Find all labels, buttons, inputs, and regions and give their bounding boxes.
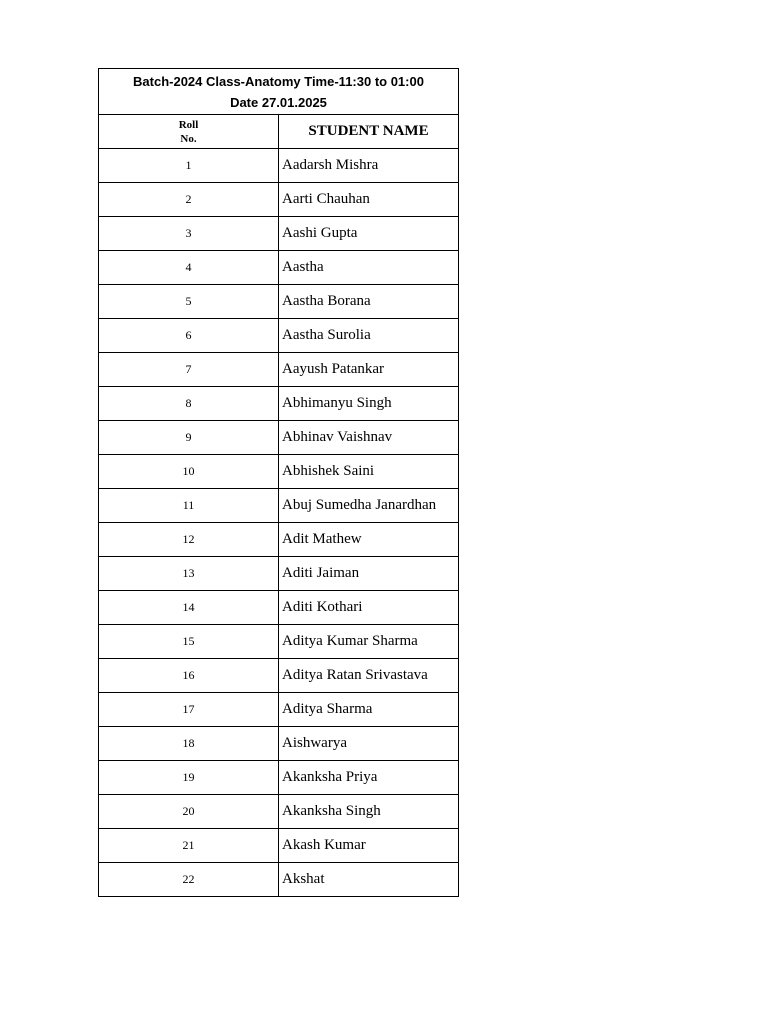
roll-number-cell: 6 xyxy=(99,319,279,353)
title-row xyxy=(99,69,459,115)
roll-number-cell: 4 xyxy=(99,251,279,285)
student-name-cell: Aditya Ratan Srivastava xyxy=(279,659,459,693)
table-row xyxy=(99,557,459,591)
student-name-cell: Aashi Gupta xyxy=(279,217,459,251)
table-row xyxy=(99,795,459,829)
roll-number-cell: 9 xyxy=(99,421,279,455)
roll-header-line1: Roll xyxy=(178,118,199,131)
roll-number-cell: 12 xyxy=(99,523,279,557)
table-row xyxy=(99,591,459,625)
table-row xyxy=(99,761,459,795)
student-name-cell: Abuj Sumedha Janardhan xyxy=(279,489,459,523)
student-name-cell: Akshat xyxy=(279,863,459,897)
table-row xyxy=(99,523,459,557)
table-row xyxy=(99,659,459,693)
title-line-batch: Batch-2024 Class-Anatomy Time-11:30 to 01:00 xyxy=(133,73,424,89)
table-row xyxy=(99,149,459,183)
student-name-cell: Akanksha Singh xyxy=(279,795,459,829)
roll-number-cell: 18 xyxy=(99,727,279,761)
table-row xyxy=(99,455,459,489)
student-name-cell: Aarti Chauhan xyxy=(279,183,459,217)
table-row xyxy=(99,489,459,523)
table-row xyxy=(99,727,459,761)
table-row xyxy=(99,183,459,217)
student-name-cell: Aditya Kumar Sharma xyxy=(279,625,459,659)
table-row xyxy=(99,829,459,863)
table-row xyxy=(99,387,459,421)
table-row xyxy=(99,319,459,353)
student-name-cell: Aastha xyxy=(279,251,459,285)
table-row xyxy=(99,421,459,455)
roll-header-line2: No. xyxy=(180,132,197,145)
table-row xyxy=(99,625,459,659)
student-name-cell: Aditya Sharma xyxy=(279,693,459,727)
student-name-cell: Aayush Patankar xyxy=(279,353,459,387)
table-title xyxy=(99,69,459,115)
roll-number-cell: 11 xyxy=(99,489,279,523)
student-name-cell: Aadarsh Mishra xyxy=(279,149,459,183)
roll-number-cell: 2 xyxy=(99,183,279,217)
roll-number-cell: 10 xyxy=(99,455,279,489)
student-name-cell: Aastha Surolia xyxy=(279,319,459,353)
roll-number-cell: 5 xyxy=(99,285,279,319)
roll-number-cell: 16 xyxy=(99,659,279,693)
table-row xyxy=(99,353,459,387)
roll-number-cell: 21 xyxy=(99,829,279,863)
roll-number-cell: 14 xyxy=(99,591,279,625)
student-name-cell: Adit Mathew xyxy=(279,523,459,557)
roll-number-cell: 3 xyxy=(99,217,279,251)
student-name-cell: Abhishek Saini xyxy=(279,455,459,489)
table-row xyxy=(99,217,459,251)
roll-number-cell: 19 xyxy=(99,761,279,795)
student-name-cell: Aditi Kothari xyxy=(279,591,459,625)
roll-number-cell: 13 xyxy=(99,557,279,591)
title-line-date: Date 27.01.2025 xyxy=(230,94,327,110)
roll-number-cell: 22 xyxy=(99,863,279,897)
student-name-cell: Akanksha Priya xyxy=(279,761,459,795)
student-name-cell: Akash Kumar xyxy=(279,829,459,863)
roll-number-cell: 1 xyxy=(99,149,279,183)
table-row xyxy=(99,285,459,319)
student-list-table xyxy=(98,68,459,897)
student-name-cell: Aastha Borana xyxy=(279,285,459,319)
table-row xyxy=(99,693,459,727)
table-row xyxy=(99,863,459,897)
roll-number-cell: 17 xyxy=(99,693,279,727)
roll-number-cell: 7 xyxy=(99,353,279,387)
student-name-cell: Abhimanyu Singh xyxy=(279,387,459,421)
roll-number-cell: 8 xyxy=(99,387,279,421)
student-name-cell: Aishwarya xyxy=(279,727,459,761)
student-name-cell: Aditi Jaiman xyxy=(279,557,459,591)
roll-number-cell: 15 xyxy=(99,625,279,659)
header-row xyxy=(99,115,459,149)
table-row xyxy=(99,251,459,285)
student-name-cell: Abhinav Vaishnav xyxy=(279,421,459,455)
student-name-header: STUDENT NAME xyxy=(279,115,459,149)
roll-number-cell: 20 xyxy=(99,795,279,829)
roll-no-header xyxy=(99,115,279,149)
